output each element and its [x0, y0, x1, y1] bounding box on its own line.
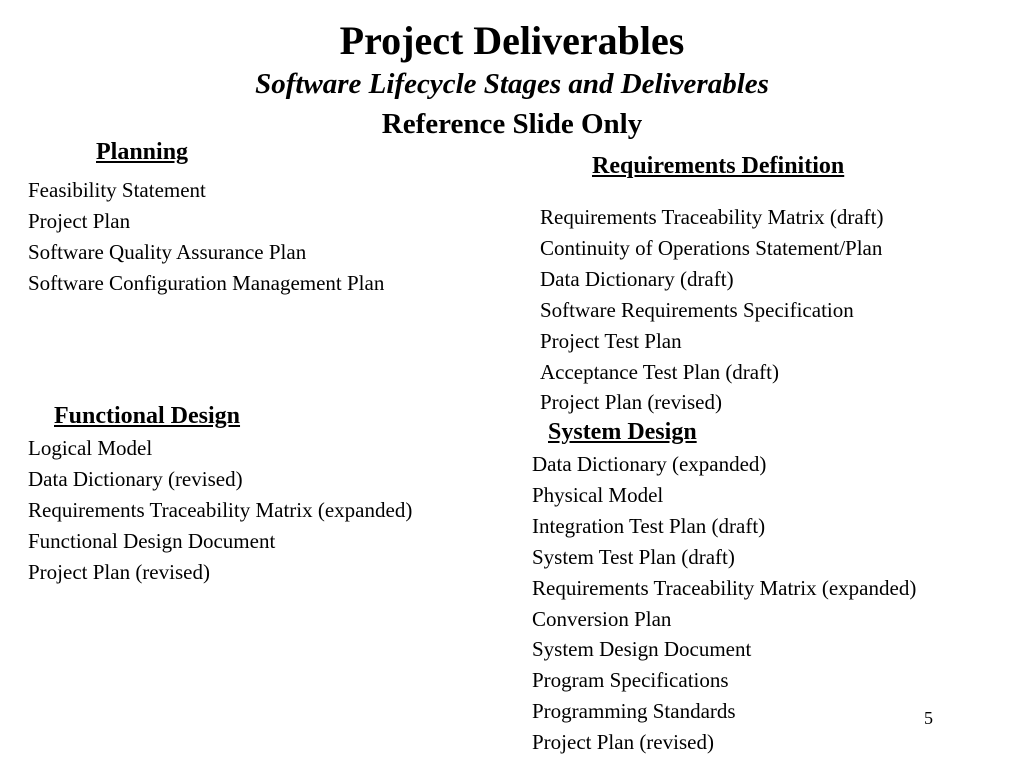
- list-item: System Design Document: [532, 637, 752, 662]
- title-block: [0, 18, 1024, 144]
- list-item: Requirements Traceability Matrix (expanded): [28, 497, 413, 522]
- planning-heading: Planning: [96, 139, 189, 165]
- planning-section: [28, 138, 384, 299]
- list-item: Programming Standards: [532, 699, 736, 724]
- system-design-list: [532, 449, 916, 758]
- system-design-heading: System Design: [548, 419, 697, 445]
- slide-note: Reference Slide Only: [381, 108, 643, 140]
- list-item: Conversion Plan: [532, 606, 672, 631]
- list-item: Feasibility Statement: [28, 178, 206, 202]
- list-item: Project Plan: [28, 208, 131, 233]
- system-design-section: [532, 418, 916, 758]
- list-item: Data Dictionary (draft): [540, 266, 734, 291]
- list-item: Continuity of Operations Statement/Plan: [540, 235, 883, 260]
- list-item: Project Test Plan: [540, 328, 682, 353]
- slide-title: Project Deliverables: [339, 18, 685, 63]
- list-item: Software Requirements Specification: [540, 297, 854, 322]
- slide-subtitle: Software Lifecycle Stages and Deliverables: [255, 68, 769, 100]
- list-item: Integration Test Plan (draft): [532, 513, 766, 538]
- page-number: 5: [924, 708, 933, 728]
- requirements-list: [540, 202, 884, 418]
- list-item: Physical Model: [532, 482, 664, 507]
- list-item: Data Dictionary (revised): [28, 466, 243, 491]
- functional-design-heading: Functional Design: [54, 403, 241, 429]
- list-item: System Test Plan (draft): [532, 544, 735, 569]
- functional-design-section: [28, 402, 412, 588]
- list-item: Program Specifications: [532, 668, 729, 693]
- list-item: Functional Design Document: [28, 528, 276, 553]
- list-item: Logical Model: [28, 436, 153, 460]
- requirements-heading: Requirements Definition: [592, 153, 845, 179]
- list-item: Software Configuration Management Plan: [28, 270, 385, 295]
- list-item: Project Plan (revised): [532, 730, 714, 755]
- list-item: Requirements Traceability Matrix (expanded): [532, 575, 917, 600]
- list-item: Project Plan (revised): [540, 390, 722, 415]
- list-item: Project Plan (revised): [28, 559, 210, 584]
- list-item: Acceptance Test Plan (draft): [540, 359, 779, 384]
- functional-design-list: [28, 433, 412, 588]
- list-item: Requirements Traceability Matrix (draft): [540, 205, 884, 229]
- list-item: Data Dictionary (expanded): [532, 452, 767, 476]
- requirements-section: [540, 152, 884, 418]
- list-item: Software Quality Assurance Plan: [28, 239, 307, 264]
- planning-list: [28, 175, 384, 299]
